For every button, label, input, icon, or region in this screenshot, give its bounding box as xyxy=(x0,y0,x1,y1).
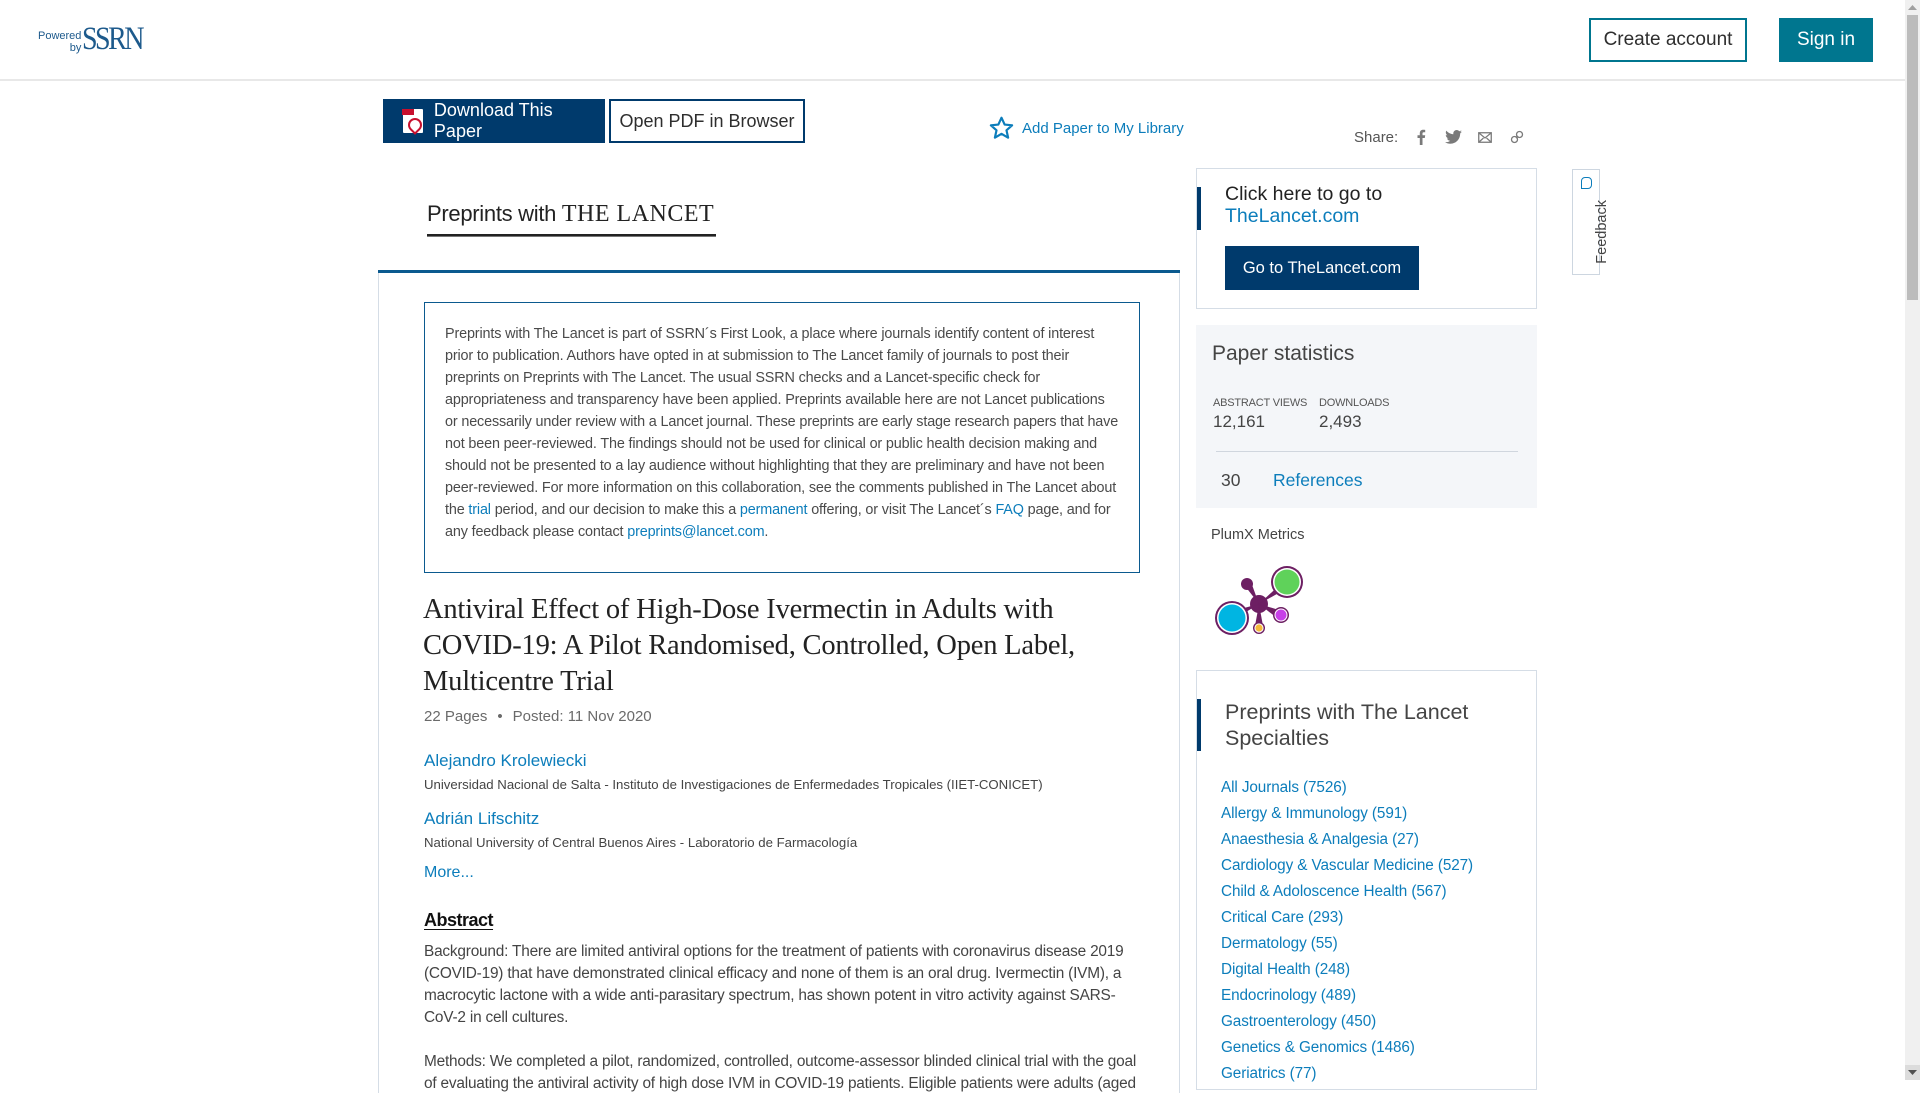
lancet-preprints-brand xyxy=(427,201,714,228)
notice-text: period, and our decision to make this a xyxy=(490,502,740,518)
ssrn-logo[interactable] xyxy=(38,21,153,57)
vertical-scrollbar[interactable] xyxy=(1905,0,1920,1080)
notice-text: . xyxy=(764,524,769,540)
email-icon[interactable] xyxy=(1476,128,1494,146)
lancet-specialties-box xyxy=(1196,670,1537,1090)
logo-powered-text: Powered xyxy=(38,30,82,42)
abstract-background: Background: There are limited antiviral options for the treatment of patients with coronavirus disease 2019 (COVID-19) that have demonstrated clinical efficacy and none of them is an oral drug. Ivermectin (IVM), a macrocytic lactone with a wide anti-parasitary spectrum, has shown potent in vitro activity against SARS-CoV-2 in cell cultures. xyxy=(424,943,1124,1026)
more-authors-link[interactable]: More... xyxy=(424,864,474,881)
paper-statistics xyxy=(1196,325,1537,508)
abstract-body xyxy=(424,941,1144,1117)
page-count: 22 Pages xyxy=(424,708,488,725)
faq-link[interactable]: FAQ xyxy=(995,502,1024,518)
specialty-link[interactable]: Genetics & Genomics (1486) xyxy=(1221,1039,1415,1056)
speech-bubble-icon xyxy=(1581,177,1592,189)
paper-title: Antiviral Effect of High-Dose Ivermectin in Adults with COVID-19: A Pilot Randomised, Controlled, Open Label, Multicentre Trial xyxy=(423,594,1075,697)
specialty-link[interactable]: Gastroenterology (450) xyxy=(1221,1013,1377,1030)
site-header xyxy=(0,0,1905,81)
author-link[interactable]: Alejandro Krolewiecki xyxy=(424,751,587,770)
specialty-link[interactable]: Endocrinology (489) xyxy=(1221,987,1357,1004)
specialty-link[interactable]: All Journals (7526) xyxy=(1221,779,1347,796)
brand-underline xyxy=(427,234,716,237)
download-paper-button[interactable] xyxy=(383,99,605,143)
references-link[interactable]: References xyxy=(1273,470,1363,490)
specialty-link[interactable]: Critical Care (293) xyxy=(1221,909,1344,926)
create-account-button[interactable]: Create account xyxy=(1589,18,1747,62)
scroll-down-arrow-icon[interactable] xyxy=(1905,1065,1920,1080)
open-pdf-button[interactable]: Open PDF in Browser xyxy=(609,99,805,143)
specialty-link[interactable]: Dermatology (55) xyxy=(1221,935,1338,952)
specialty-link[interactable]: Geriatrics (77) xyxy=(1221,1065,1317,1082)
scroll-up-arrow-icon[interactable] xyxy=(1905,0,1920,15)
pdf-file-icon xyxy=(403,109,423,133)
accent-bar xyxy=(1197,187,1201,230)
email-link[interactable]: preprints@lancet.com xyxy=(627,524,765,540)
go-to-lancet-button[interactable]: Go to TheLancet.com xyxy=(1225,246,1419,290)
notice-text: offering, or visit The Lancet´s xyxy=(807,502,996,518)
logo-by-text: by xyxy=(69,42,82,54)
sign-in-button[interactable]: Sign in xyxy=(1779,18,1873,62)
facebook-icon[interactable] xyxy=(1412,128,1430,146)
first-look-notice xyxy=(424,302,1140,573)
downloads-label: DOWNLOADS xyxy=(1319,397,1390,409)
accent-bar xyxy=(1197,699,1201,751)
author-affiliation: National University of Central Buenos Aires - Laboratorio de Farmacología xyxy=(424,835,858,850)
specialties-title: Preprints with The Lancet Specialties xyxy=(1225,700,1469,750)
logo-ssrn-text: SSRN xyxy=(82,21,143,57)
download-paper-label: Download This Paper xyxy=(433,100,553,141)
stats-title: Paper statistics xyxy=(1212,342,1355,365)
stats-divider xyxy=(1216,451,1518,452)
logo-powered-by xyxy=(38,30,81,54)
go-to-lancet-box xyxy=(1196,168,1537,309)
brand-prefix: Preprints with xyxy=(427,201,562,226)
author-link[interactable]: Adrián Lifschitz xyxy=(424,809,540,828)
specialty-link[interactable]: Cardiology & Vascular Medicine (527) xyxy=(1221,857,1474,874)
specialty-link[interactable]: Child & Adoloscence Health (567) xyxy=(1221,883,1447,900)
specialty-link[interactable]: Anaesthesia & Analgesia (27) xyxy=(1221,831,1419,848)
specialty-link[interactable]: Allergy & Immunology (591) xyxy=(1221,805,1408,822)
add-to-library-link[interactable] xyxy=(988,115,1184,141)
posted-date: Posted: 11 Nov 2020 xyxy=(512,708,652,725)
notice-text: page, and for any feedback please contact xyxy=(445,502,1111,540)
trial-link[interactable]: trial xyxy=(468,502,491,518)
references-count: 30 xyxy=(1221,470,1241,490)
abstract-views-value: 12,161 xyxy=(1213,412,1265,431)
notice-text: Preprints with The Lancet is part of SSRN´s First Look, a place where journals identify content of interest prior to publication. Authors have opted in at submission to The Lancet family of journals to post their preprints on Preprints with The Lancet. The usual SSRN checks and a Lancet-specific check for appropriateness and transparency have been applied. Preprints available here are not Lancet publications or necessarily under review with a Lancet journal. These preprints are early stage research papers that have not been peer-reviewed. The findings should not be used for clinical or public health decision making and should not be presented to a lay audience without highlighting that they are preliminary and have not been peer-reviewed. For more information on this collaboration, see the comments published in The Lancet about the xyxy=(445,326,1119,518)
star-icon xyxy=(988,115,1015,141)
lancet-site-link[interactable]: TheLancet.com xyxy=(1225,205,1360,227)
permanent-link[interactable]: permanent xyxy=(739,502,808,518)
downloads-value: 2,493 xyxy=(1319,412,1362,431)
scrollbar-thumb[interactable] xyxy=(1907,15,1918,300)
feedback-label: Feedback xyxy=(1594,200,1610,264)
link-icon[interactable] xyxy=(1508,128,1526,146)
feedback-tab[interactable] xyxy=(1572,169,1610,275)
specialties-list xyxy=(1221,775,1473,1087)
brand-name: THE LANCET xyxy=(561,201,715,227)
meta-separator: • xyxy=(497,708,503,725)
author-affiliation: Universidad Nacional de Salta - Instituto de Investigaciones de Enfermedades Tropicales (IIET-CONICET) xyxy=(424,777,1043,792)
paper-meta xyxy=(424,708,652,725)
add-to-library-label: Add Paper to My Library xyxy=(1022,119,1184,137)
plumx-label: PlumX Metrics xyxy=(1211,527,1305,543)
share-bar xyxy=(1354,128,1526,146)
plumx-metrics-icon[interactable] xyxy=(1215,560,1310,645)
abstract-views-label: ABSTRACT VIEWS xyxy=(1213,397,1308,409)
abstract-heading: Abstract xyxy=(424,910,494,930)
go-to-text: Click here to go to xyxy=(1225,183,1383,205)
abstract-methods: Methods: We completed a pilot, randomized, controlled, outcome-assessor blinded clinical trial with the goal of evaluating the antiviral activity of high dose IVM in COVID-19 patients. Eligible patients were adults (aged xyxy=(424,1053,1137,1092)
share-label: Share: xyxy=(1354,128,1399,146)
specialty-link[interactable]: Digital Health (248) xyxy=(1221,961,1350,978)
twitter-icon[interactable] xyxy=(1444,128,1462,146)
